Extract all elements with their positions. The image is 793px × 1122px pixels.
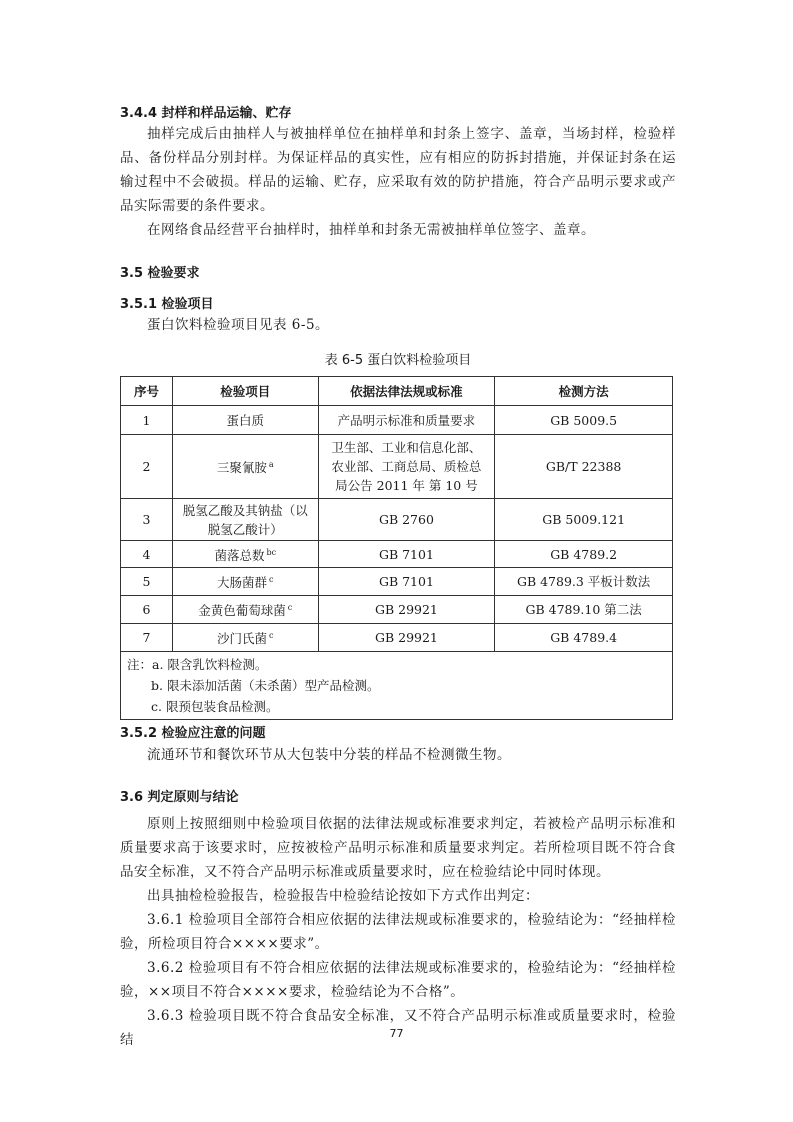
header-no: 序号: [121, 377, 173, 406]
paragraph-sealing: 抽样完成后由抽样人与被抽样单位在抽样单和封条上签字、盖章，当场封样，检验样品、备份样品分别封样。为保证样品的真实性，应有相应的防拆封措施，并保证封条在运输过程中不会破损。样品的运输、贮存，应采取有效的防护措施，符合产品明示要求或产品实际需要的条件要求。: [120, 126, 676, 214]
header-basis: 依据法律法规或标准: [318, 377, 495, 406]
page-number: 77: [389, 1027, 404, 1040]
paragraph-3-6-1: 3.6.1 检验项目全部符合相应依据的法律法规或标准要求的，检验结论为：“经抽样检验，所检项目符合××××要求”。: [120, 912, 676, 952]
section-heading-3-5-1: 3.5.1 检验项目: [120, 297, 214, 312]
paragraph-3-6-3: 3.6.3 检验项目既不符合食品安全标准，又不符合产品明示标准或质量要求时，检验结: [120, 1008, 676, 1048]
item-name: 蛋白质: [226, 412, 265, 428]
cell-no: 4: [121, 541, 173, 568]
cell-no: 7: [121, 624, 173, 652]
note-c: c. 限预包装食品检测。: [151, 699, 279, 714]
cell-no: 2: [121, 435, 173, 499]
table-header-row: [121, 377, 673, 406]
basis-line: 农业部、工商总局、质检总: [331, 459, 482, 474]
cell-basis: 产品明示标准和质量要求: [318, 406, 495, 435]
table-row: [121, 541, 673, 568]
table-row: [121, 499, 673, 541]
item-name: 大肠菌群: [217, 575, 268, 591]
paragraph-table-intro: 蛋白饮料检验项目见表 6-5。: [147, 317, 330, 333]
cell-no: 1: [121, 406, 173, 435]
cell-no: 3: [121, 499, 173, 541]
cell-no: 5: [121, 568, 173, 596]
cell-item: [172, 568, 318, 596]
cell-basis: GB 7101: [318, 568, 495, 596]
cell-method: GB 4789.4: [495, 624, 673, 652]
cell-item: [172, 406, 318, 435]
paragraph-report: 出具抽检检验报告，检验报告中检验结论按如下方式作出判定：: [147, 888, 539, 904]
note-b: b. 限未添加活菌（未杀菌）型产品检测。: [151, 678, 380, 693]
cell-basis: GB 29921: [318, 596, 495, 624]
cell-basis: [318, 435, 495, 499]
item-name: 金黄色葡萄球菌: [198, 603, 286, 619]
cell-method: GB 4789.2: [495, 541, 673, 568]
basis-line: 卫生部、工业和信息化部、: [331, 440, 482, 455]
item-name: 三聚氰胺: [216, 460, 267, 476]
cell-item: [172, 435, 318, 499]
table-notes: [121, 652, 673, 720]
footnote-mark: c: [269, 575, 274, 585]
section-heading-3-5: 3.5 检验要求: [120, 266, 200, 281]
table-row: [121, 435, 673, 499]
cell-item: [172, 499, 318, 541]
table-caption: 表 6-5 蛋白饮料检验项目: [324, 353, 472, 368]
footnote-mark: a: [268, 460, 274, 470]
cell-item: [172, 596, 318, 624]
table-row: [121, 568, 673, 596]
item-name: 脱氢乙酸及其钠盐（以脱氢乙酸计）: [182, 502, 308, 537]
cell-method: GB/T 22388: [495, 435, 673, 499]
inspection-items-table: [120, 376, 673, 720]
note-a: 注：a. 限含乳饮料检测。: [127, 657, 268, 672]
section-heading-3-5-2: 3.5.2 检验应注意的问题: [120, 726, 266, 741]
table-notes-row: [121, 652, 673, 720]
cell-basis: GB 7101: [318, 541, 495, 568]
item-name: 沙门氏菌: [217, 631, 268, 647]
header-method: 检测方法: [495, 377, 673, 406]
footnote-mark: c: [269, 631, 274, 641]
basis-line: 局公告 2011 年 第 10 号: [335, 478, 478, 493]
cell-method: GB 4789.10 第二法: [495, 596, 673, 624]
paragraph-microbe-note: 流通环节和餐饮环节从大包装中分装的样品不检测微生物。: [147, 747, 511, 763]
cell-method: GB 4789.3 平板计数法: [495, 568, 673, 596]
section-heading-3-6: 3.6 判定原则与结论: [120, 790, 239, 805]
cell-method: GB 5009.5: [495, 406, 673, 435]
paragraph-online-sampling: 在网络食品经营平台抽样时，抽样单和封条无需被抽样单位签字、盖章。: [147, 222, 595, 238]
table-row: [121, 406, 673, 435]
paragraph-3-6-2: 3.6.2 检验项目有不符合相应依据的法律法规或标准要求的，检验结论为：“经抽样检验，××项目不符合××××要求，检验结论为不合格”。: [120, 960, 676, 1000]
cell-basis: GB 2760: [318, 499, 495, 541]
header-item: 检验项目: [172, 377, 318, 406]
footnote-mark: c: [287, 603, 293, 613]
cell-method: GB 5009.121: [495, 499, 673, 541]
cell-item: [172, 624, 318, 652]
table-row: [121, 596, 673, 624]
footnote-mark: bc: [266, 547, 277, 557]
cell-basis: GB 29921: [318, 624, 495, 652]
paragraph-judgment-principle: 原则上按照细则中检验项目依据的法律法规或标准要求判定，若被检产品明示标准和质量要求高于该要求时，应按被检产品明示标准和质量要求判定。若所检项目既不符合食品安全标准，又不符合产品明示标准或质量要求时，应在检验结论中同时体现。: [120, 816, 676, 880]
table-row: [121, 624, 673, 652]
cell-item: [172, 541, 318, 568]
section-heading-3-4-4: 3.4.4 封样和样品运输、贮存: [120, 106, 292, 121]
item-name: 菌落总数: [214, 548, 265, 564]
cell-no: 6: [121, 596, 173, 624]
